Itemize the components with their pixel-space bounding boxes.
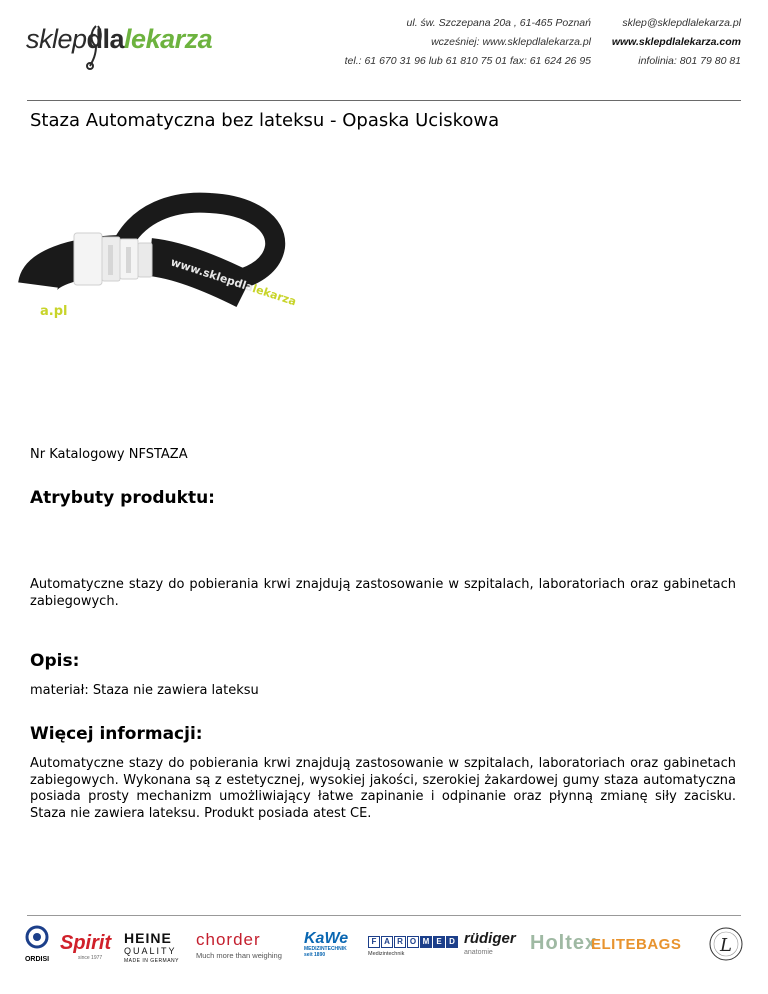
kawe-label: KaWe [304, 930, 349, 947]
faromed-letter: F [368, 936, 380, 948]
brand-faromed [368, 936, 458, 957]
header-formerly: wcześniej: www.sklepdlalekarza.pl [431, 36, 591, 48]
header-contact-block [345, 14, 591, 71]
strap-print-accent: lekarza [250, 282, 298, 309]
faromed-letter: A [381, 936, 393, 948]
chorder-sub: Much more than weighing [196, 951, 282, 960]
brand-holtex [530, 932, 597, 955]
heine-quality: QUALITY [124, 946, 177, 956]
chorder-label: chorder [196, 930, 261, 949]
faromed-letter: M [420, 936, 432, 948]
littmann-letter: L [720, 935, 732, 956]
logo-part-lekarza: lekarza [124, 24, 213, 54]
littmann-seal-icon [708, 926, 744, 962]
description-text: materiał: Staza nie zawiera lateksu [30, 683, 259, 698]
faromed-sub: Medizintechnik [368, 951, 405, 957]
header-website[interactable]: www.sklepdlalekarza.com [611, 36, 741, 48]
faromed-letter: E [433, 936, 445, 948]
header-online-block [612, 14, 741, 71]
rudiger-label: rüdiger [464, 930, 516, 947]
attributes-heading: Atrybuty produktu: [30, 488, 215, 508]
spirit-sub: since 1977 [78, 955, 103, 961]
header-hotline: infolinia: 801 79 80 81 [638, 55, 741, 67]
elitebags-label: ELITEBAGS [591, 936, 682, 953]
ordisi-swirl-icon [25, 924, 49, 950]
more-info-heading: Więcej informacji: [30, 724, 203, 744]
brand-elitebags [591, 936, 681, 953]
product-title: Staza Automatyczna bez lateksu - Opaska Uciskowa [30, 110, 500, 131]
stethoscope-icon [86, 22, 112, 70]
strap-side-text: a.pl [40, 304, 68, 319]
brand-ordisi [22, 924, 52, 963]
product-image [30, 175, 298, 345]
faromed-letter: R [394, 936, 406, 948]
catalog-number: Nr Katalogowy NFSTAZA [30, 447, 188, 462]
faromed-letter: O [407, 936, 419, 948]
heine-label: HEINE [124, 930, 172, 946]
brand-logos-strip [20, 922, 748, 972]
description-heading: Opis: [30, 651, 80, 671]
header-phones: tel.: 61 670 31 96 lub 61 810 75 01 fax: 61 624 26 95 [344, 55, 591, 67]
header-address: ul. św. Szczepana 20a , 61-465 Poznań [406, 17, 591, 29]
footer-divider [27, 915, 741, 916]
strap-print-text: www.sklepdlalekarza [169, 255, 298, 309]
attributes-text: Automatyczne stazy do pobierania krwi znajdują zastosowanie w szpitalach, laboratoriach oraz gabinetach zabiegowych. [30, 577, 736, 609]
holtex-label: Holtex [530, 932, 598, 954]
kawe-sub1: MEDIZINTECHNIK [304, 946, 347, 952]
heine-made: MADE IN GERMANY [124, 958, 180, 964]
spirit-label: Spirit [60, 932, 112, 954]
faromed-letter: D [446, 936, 458, 948]
rudiger-sub: anatomie [464, 949, 493, 956]
ordisi-label: ORDISI [24, 956, 50, 963]
faromed-letters [368, 936, 458, 948]
brand-chorder [196, 932, 282, 964]
logo-part-dla: dla [86, 24, 125, 54]
header-email[interactable]: sklep@sklepdlalekarza.pl [622, 17, 741, 29]
brand-heine [124, 932, 179, 965]
logo-wordmark [26, 24, 212, 55]
more-info-text: Automatyczne stazy do pobierania krwi znajdują zastosowanie w szpitalach, laboratoriach oraz gabinetach zabiegowych. Wykonana są z estetycznej, wysokiej jakości, szerokiej żakardowej gumy staza automatyczna posiada prosty mechanizm umożliwiający łatwe zapinanie i odpinanie oraz płynną zmianę siły zacisku. Staza nie zawiera lateksu. Produkt posiada atest CE. [30, 756, 736, 821]
logo-part-sklep: sklep [26, 24, 87, 54]
brand-kawe [304, 932, 348, 958]
header-divider [27, 100, 741, 101]
kawe-sub2: seit 1890 [304, 952, 326, 958]
brand-littmann [708, 926, 744, 967]
brand-rudiger [464, 932, 516, 960]
brand-spirit [60, 932, 111, 961]
